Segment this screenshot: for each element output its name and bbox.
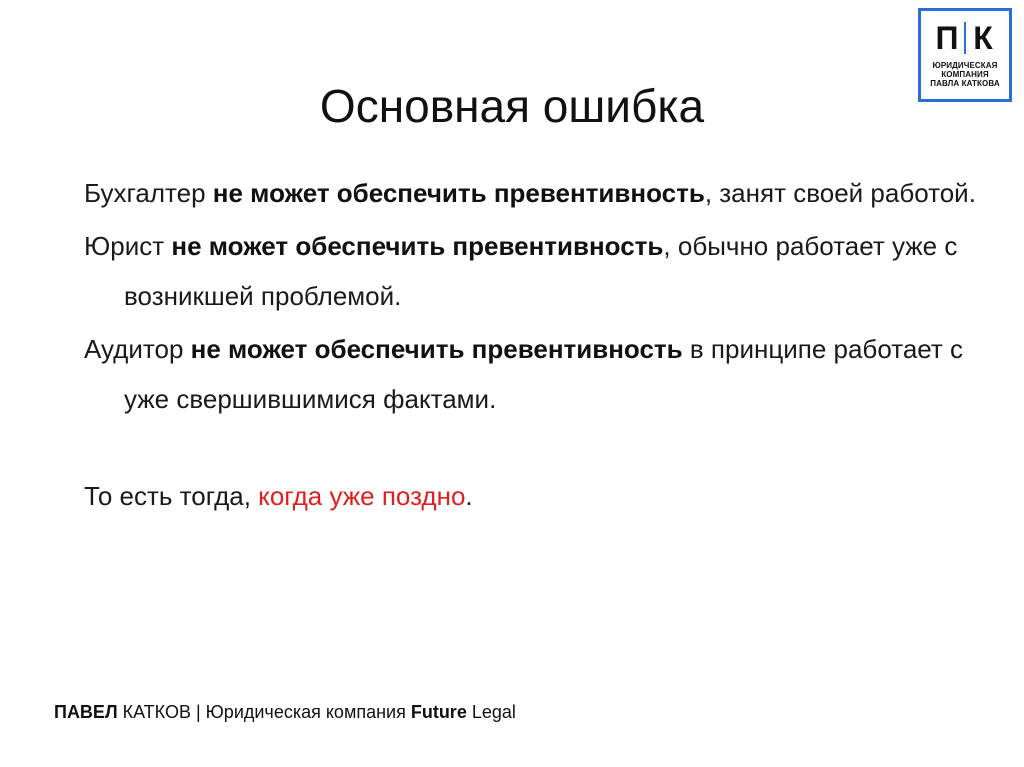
logo-caption-line: ПАВЛА КАТКОВА xyxy=(930,79,1000,88)
footer-brand-bold: Future xyxy=(410,702,467,722)
slide-body xyxy=(84,168,984,524)
footer-name-rest: КАТКОВ | Юридическая компания xyxy=(117,702,411,722)
conclusion-paragraph xyxy=(84,471,984,521)
logo-letter-right: К xyxy=(973,20,993,56)
auditor-paragraph xyxy=(84,324,984,424)
paragraph-emphasis: не может обеспечить превентивность xyxy=(171,231,664,261)
paragraph-emphasis: не может обеспечить превентивность xyxy=(190,334,683,364)
logo-separator xyxy=(964,22,966,54)
company-logo xyxy=(918,8,1012,102)
paragraph-suffix: , занят своей работой. xyxy=(704,178,976,208)
logo-caption-line: КОМПАНИЯ xyxy=(941,70,989,79)
paragraph-prefix: Аудитор xyxy=(84,334,191,364)
logo-letters xyxy=(926,15,1004,61)
footer xyxy=(54,700,516,724)
paragraph-prefix: Бухгалтер xyxy=(84,178,213,208)
conclusion-suffix: . xyxy=(465,481,473,511)
slide-title: Основная ошибка xyxy=(319,79,705,132)
paragraph-emphasis: не может обеспечить превентивность xyxy=(212,178,705,208)
conclusion-prefix: То есть тогда, xyxy=(84,481,259,511)
logo-caption-line: ЮРИДИЧЕСКАЯ xyxy=(932,61,998,70)
paragraph-suffix: в принципе работает с уже свершившимися фактами. xyxy=(124,334,964,414)
lawyer-paragraph xyxy=(84,221,984,321)
paragraph-spacer xyxy=(84,427,984,471)
accountant-paragraph xyxy=(84,168,984,218)
logo-letter-left: П xyxy=(935,20,959,56)
paragraph-suffix: , обычно работает уже с возникшей проблемой. xyxy=(124,231,958,311)
footer-name-bold: ПАВЕЛ xyxy=(54,702,118,722)
logo-caption xyxy=(926,61,1004,88)
paragraph-prefix: Юрист xyxy=(84,231,172,261)
footer-brand-rest: Legal xyxy=(466,702,516,722)
conclusion-highlight: когда уже поздно xyxy=(258,481,466,511)
